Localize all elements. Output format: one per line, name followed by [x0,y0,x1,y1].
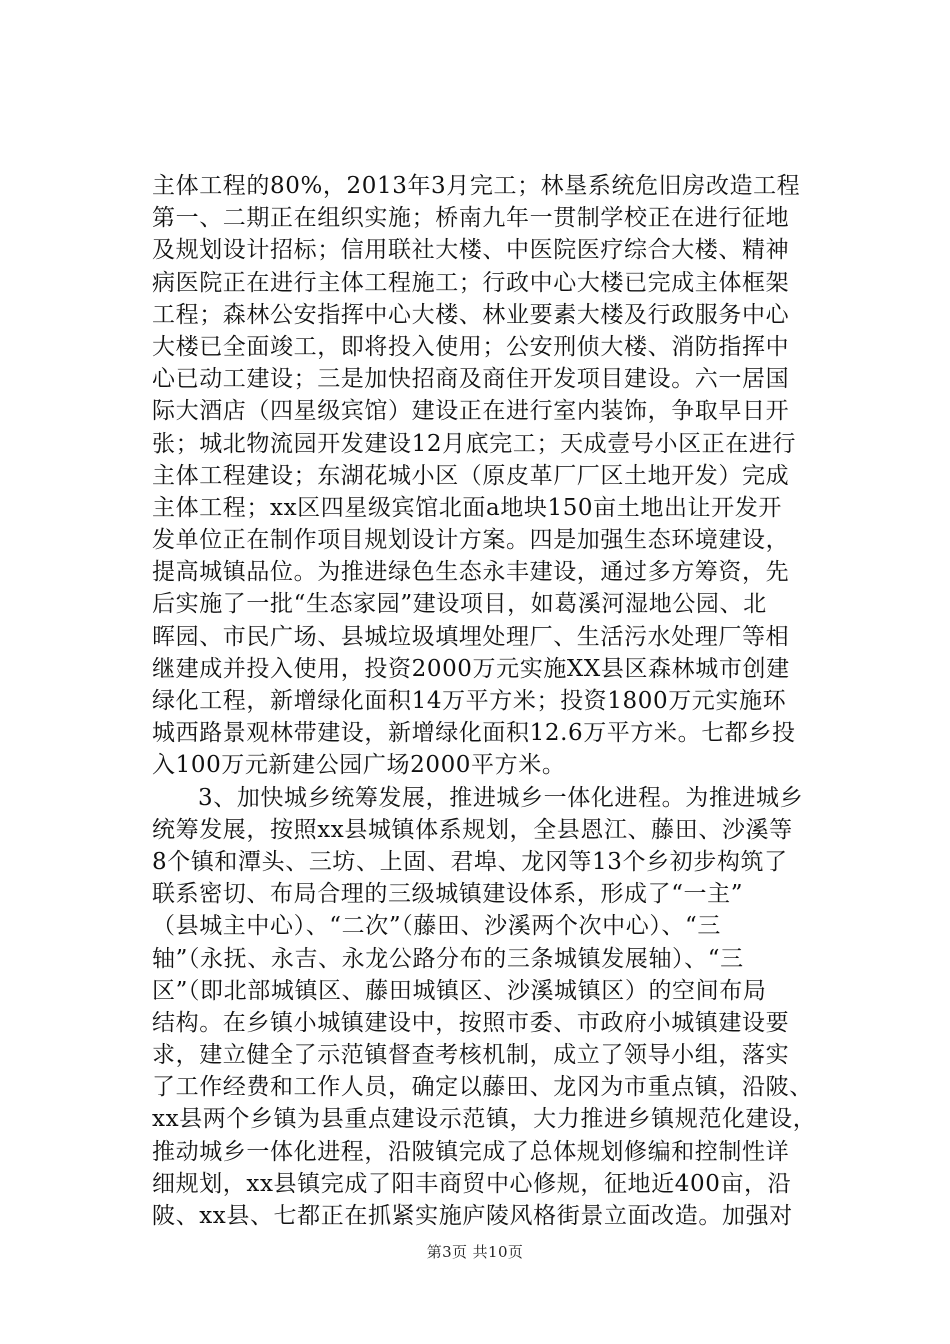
text-line: xx县两个乡镇为县重点建设示范镇，大力推进乡镇规范化建设， [152,1106,817,1133]
text-line: 继建成并投入使用，投资2000万元实施XX县区森林城市创建 [152,655,790,682]
text-line: 城西路景观林带建设，新增绿化面积12.6万平方米。七都乡投 [152,720,796,747]
paragraph-start-line: 3、加快城乡统筹发展，推进城乡一体化进程。为推进城乡 [198,784,804,811]
body-text [152,170,852,1232]
text-line: 主体工程；xx区四星级宾馆北面a地块150亩土地出让开发开 [152,494,782,521]
text-line: 入100万元新建公园广场2000平方米。 [152,752,566,779]
text-line: 晖园、市民广场、县城垃圾填埋处理厂、生活污水处理厂等相 [152,623,790,650]
text-line: 心已动工建设；三是加快招商及商住开发项目建设。六一居国 [152,366,790,393]
text-line: 统筹发展，按照xx县城镇体系规划，全县恩江、藤田、沙溪等 [152,816,793,843]
text-line: 了工作经费和工作人员，确定以藤田、龙冈为市重点镇，沿陂、 [152,1074,813,1101]
text-line: 发单位正在制作项目规划设计方案。四是加强生态环境建设， [152,527,790,554]
text-line: 大楼已全面竣工，即将投入使用；公安刑侦大楼、消防指挥中 [152,333,790,360]
text-line: 推动城乡一体化进程，沿陂镇完成了总体规划修编和控制性详 [152,1138,790,1165]
page-number-label: 第3页 共10页 [426,1243,524,1261]
text-line: 求，建立健全了示范镇督查考核机制，成立了领导小组，落实 [152,1042,790,1069]
text-line: 第一、二期正在组织实施；桥南九年一贯制学校正在进行征地 [152,205,790,232]
text-line: 主体工程建设；东湖花城小区（原皮革厂厂区土地开发）完成 [152,462,790,489]
text-line: 联系密切、布局合理的三级城镇建设体系，形成了“一主” [152,881,744,908]
text-line: 张；城北物流园开发建设12月底完工；天成壹号小区正在进行 [152,430,797,457]
text-line: 8个镇和潭头、三坊、上固、君埠、龙冈等13个乡初步构筑了 [152,848,788,875]
text-line: 主体工程的80%，2013年3月完工；林垦系统危旧房改造工程 [152,173,801,199]
text-line: 轴”（永抚、永吉、永龙公路分布的三条城镇发展轴）、“三 [152,945,744,972]
page-footer [0,1241,950,1262]
text-line: 病医院正在进行主体工程施工；行政中心大楼已完成主体框架 [152,269,790,296]
text-line: 际大酒店（四星级宾馆）建设正在进行室内装饰，争取早日开 [152,398,790,425]
text-line: 区”（即北部城镇区、藤田城镇区、沙溪城镇区）的空间布局 [152,977,767,1004]
text-line: 提高城镇品位。为推进绿色生态永丰建设，通过多方筹资，先 [152,559,790,586]
text-line: 细规划，xx县镇完成了阳丰商贸中心修规，征地近400亩，沿 [152,1170,792,1197]
text-line: 及规划设计招标；信用联社大楼、中医院医疗综合大楼、精神 [152,237,790,264]
text-line: （县城主中心）、“二次”（藤田、沙溪两个次中心）、“三 [152,913,721,940]
text-line: 结构。在乡镇小城镇建设中，按照市委、市政府小城镇建设要 [152,1009,790,1036]
text-line: 后实施了一批“生态家园”建设项目，如葛溪河湿地公园、北 [152,591,767,618]
text-line: 绿化工程，新增绿化面积14万平方米；投资1800万元实施环 [152,688,787,714]
text-line: 陂、xx县、七都正在抓紧实施庐陵风格街景立面改造。加强对 [152,1203,793,1229]
text-line: 工程；森林公安指挥中心大楼、林业要素大楼及行政服务中心 [152,301,790,328]
